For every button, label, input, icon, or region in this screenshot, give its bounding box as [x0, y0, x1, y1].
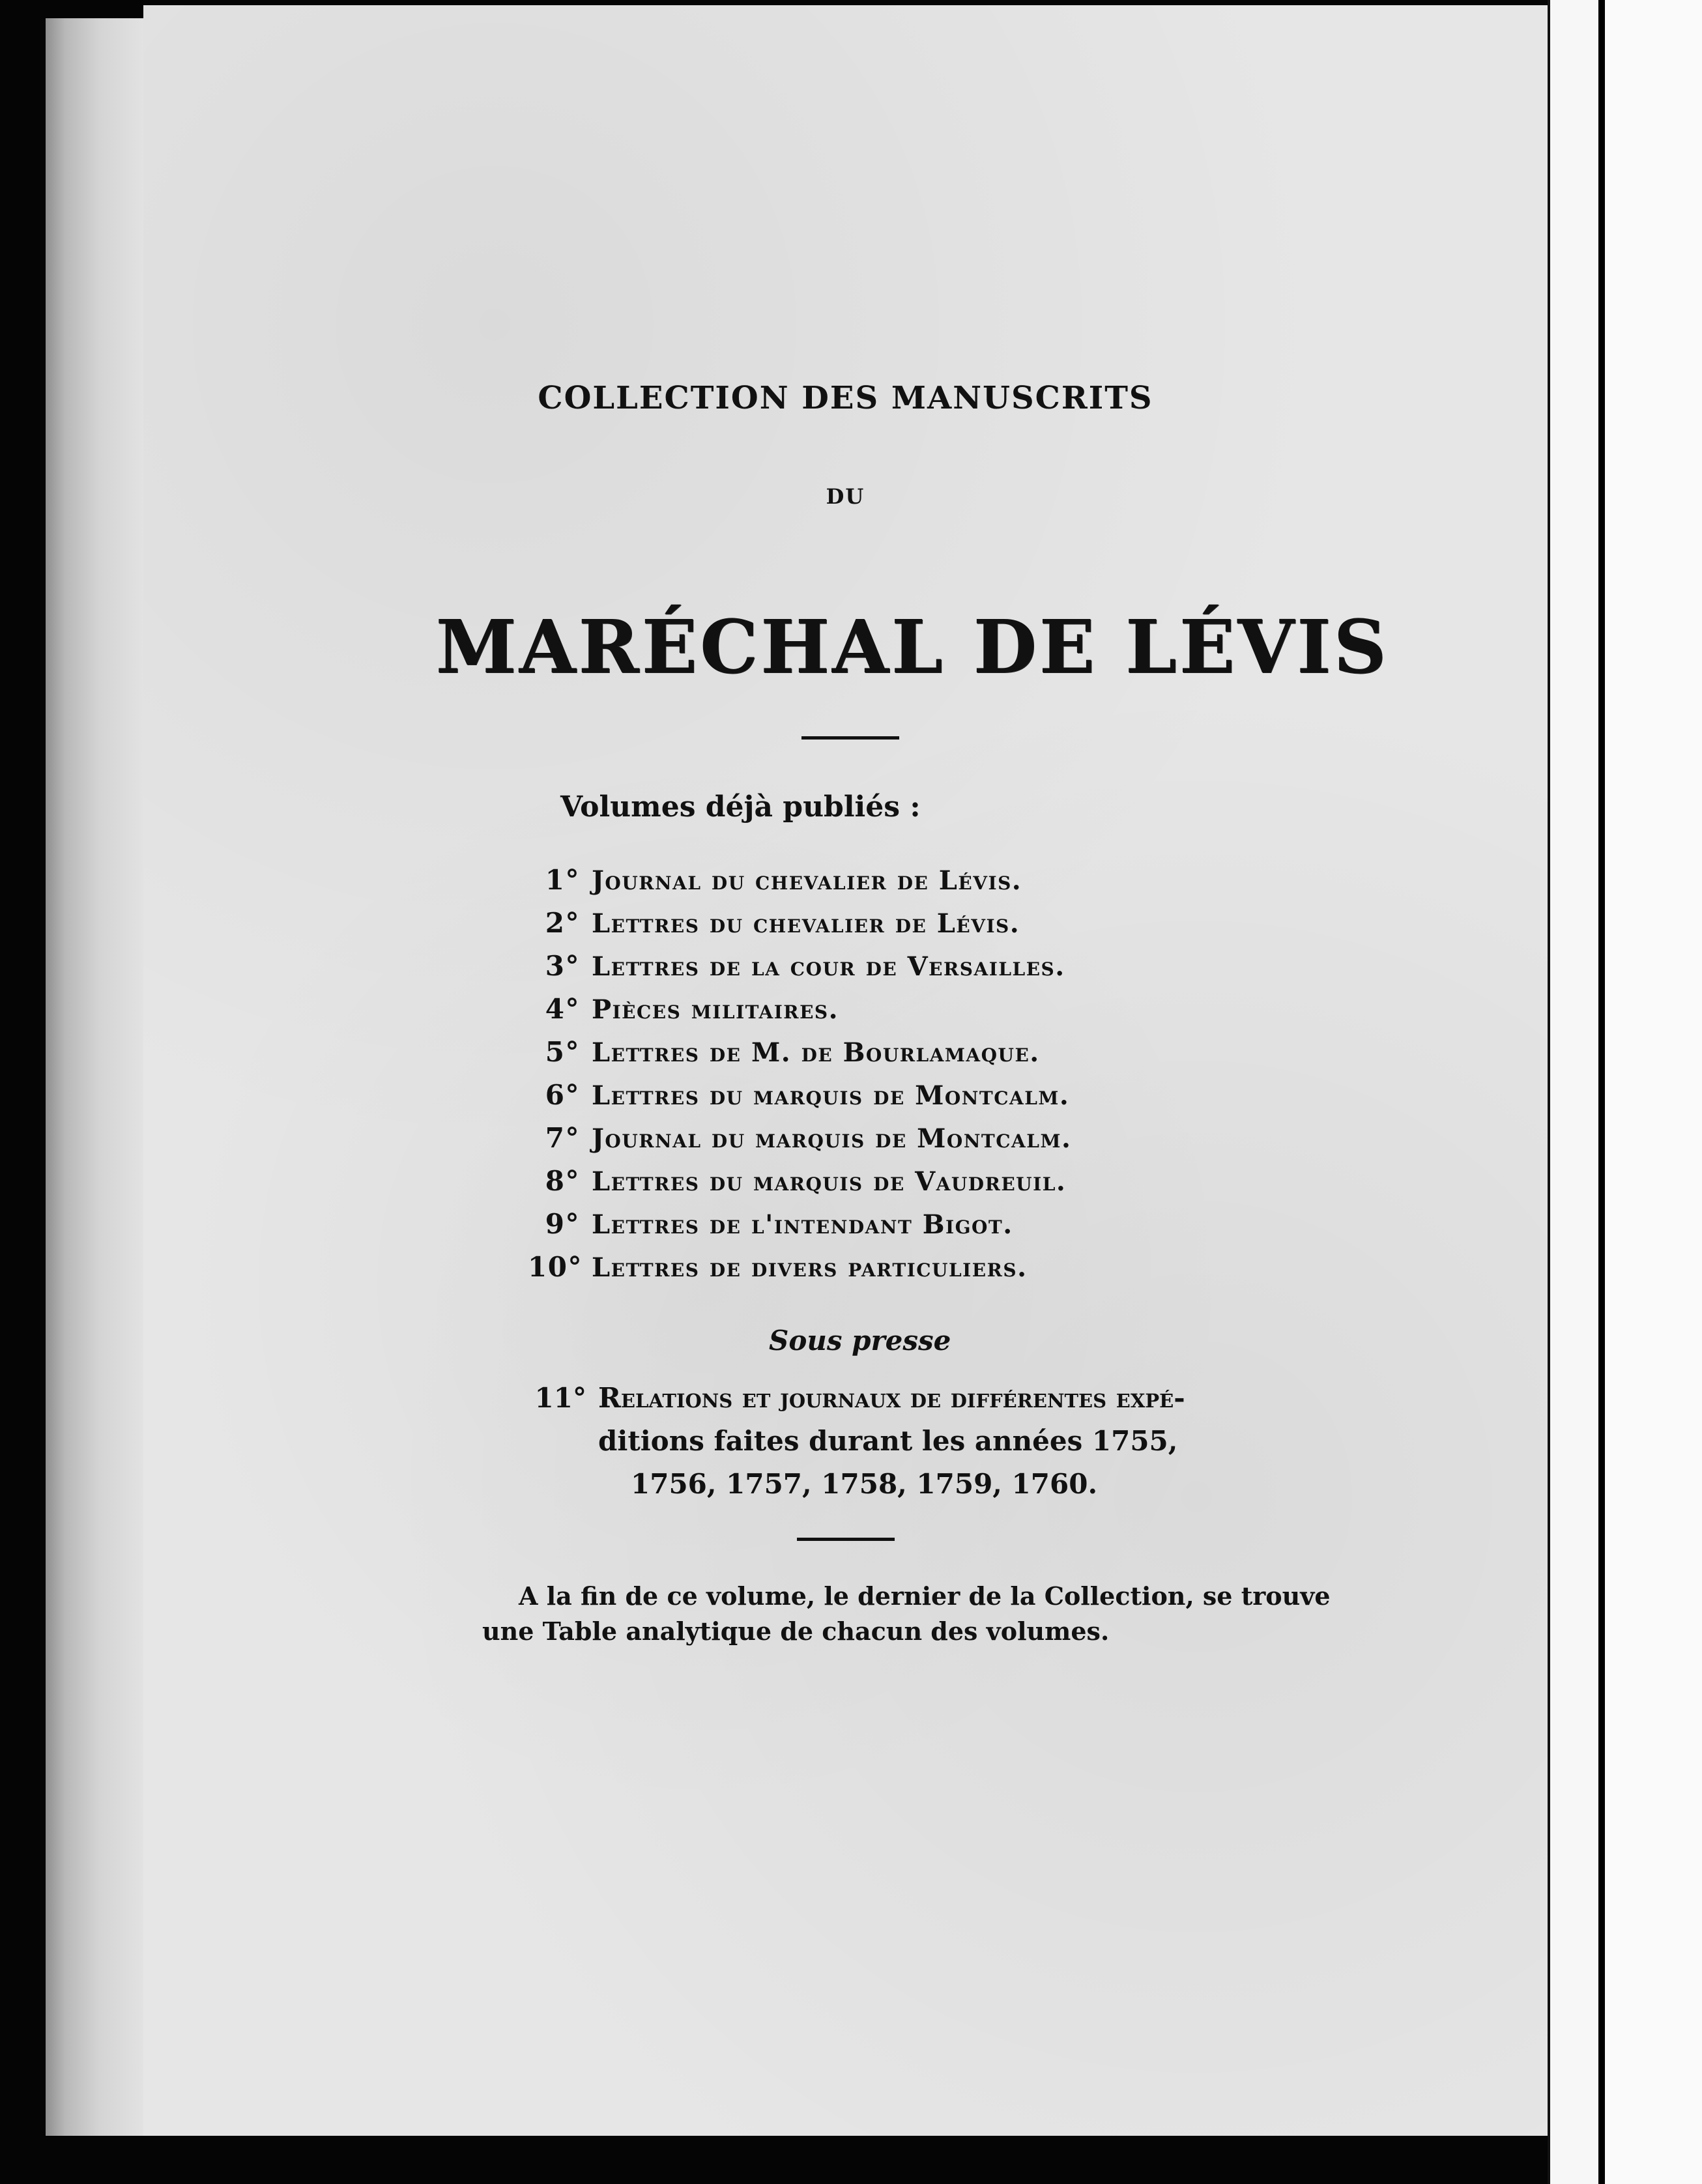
volume-title: Pièces militaires. — [592, 994, 839, 1025]
volume-title: Journal du marquis de Montcalm. — [592, 1123, 1072, 1154]
volume-number: 3° — [545, 950, 580, 982]
forthcoming-volume — [534, 1377, 1355, 1506]
list-item — [528, 859, 1071, 902]
volume-number: 8° — [545, 1165, 580, 1197]
list-item — [528, 902, 1071, 945]
page-divider-edge — [1598, 0, 1605, 2184]
list-item — [528, 1246, 1071, 1289]
volume-number: 9° — [545, 1208, 580, 1240]
volume-title: Journal du chevalier de Lévis. — [592, 865, 1022, 896]
list-item — [528, 945, 1071, 988]
page-title: MARÉCHAL DE LÉVIS — [435, 605, 1389, 690]
volume-number: 7° — [545, 1122, 580, 1154]
volume-list — [528, 859, 1071, 1289]
list-item — [528, 1031, 1071, 1074]
list-item — [528, 1160, 1071, 1203]
note-line-2: une Table analytique de chacun des volumes. — [482, 1616, 1110, 1646]
book-page — [143, 5, 1548, 2136]
list-item — [528, 1203, 1071, 1246]
volume-title: Lettres du chevalier de Lévis. — [592, 908, 1020, 939]
volume-number: 6° — [545, 1079, 580, 1111]
divider-top — [801, 736, 899, 740]
gutter-strip — [1548, 0, 1601, 2184]
note-line-1: A la fin de ce volume, le dernier de la Collection, se trouve — [519, 1581, 1331, 1611]
page-edges — [46, 18, 145, 2136]
volume-title: Lettres de la cour de Versailles. — [592, 951, 1065, 982]
facing-page-strip — [1605, 0, 1702, 2184]
forthcoming-line-2: ditions faites durant les années 1755, — [598, 1425, 1178, 1457]
list-item — [528, 1074, 1071, 1117]
volume-number: 4° — [545, 993, 580, 1025]
volume-number: 1° — [545, 864, 580, 896]
collection-heading: COLLECTION DES MANUSCRITS — [538, 380, 1153, 416]
forthcoming-line-1: Relations et journaux de différentes expé- — [598, 1382, 1185, 1414]
volume-number: 10° — [528, 1251, 583, 1283]
volume-title: Lettres de M. de Bourlamaque. — [592, 1037, 1040, 1068]
volumes-heading: Volumes déjà publiés : — [560, 790, 921, 824]
list-item — [528, 988, 1071, 1031]
volume-number: 11° — [534, 1382, 586, 1414]
volume-title: Lettres de divers particuliers. — [592, 1252, 1028, 1283]
volume-number: 2° — [545, 907, 580, 939]
volume-title: Lettres du marquis de Montcalm. — [592, 1080, 1070, 1111]
sous-presse-label: Sous presse — [769, 1325, 951, 1357]
volume-number: 5° — [545, 1036, 580, 1068]
du-heading: DU — [826, 484, 865, 509]
divider-bottom — [797, 1538, 895, 1541]
volume-title: Lettres de l'intendant Bigot. — [592, 1209, 1013, 1240]
closing-note — [482, 1579, 1362, 1649]
page-content — [143, 5, 1548, 2136]
volume-title: Lettres du marquis de Vaudreuil. — [592, 1166, 1067, 1197]
forthcoming-line-3: 1756, 1757, 1758, 1759, 1760. — [631, 1468, 1098, 1500]
list-item — [528, 1117, 1071, 1160]
